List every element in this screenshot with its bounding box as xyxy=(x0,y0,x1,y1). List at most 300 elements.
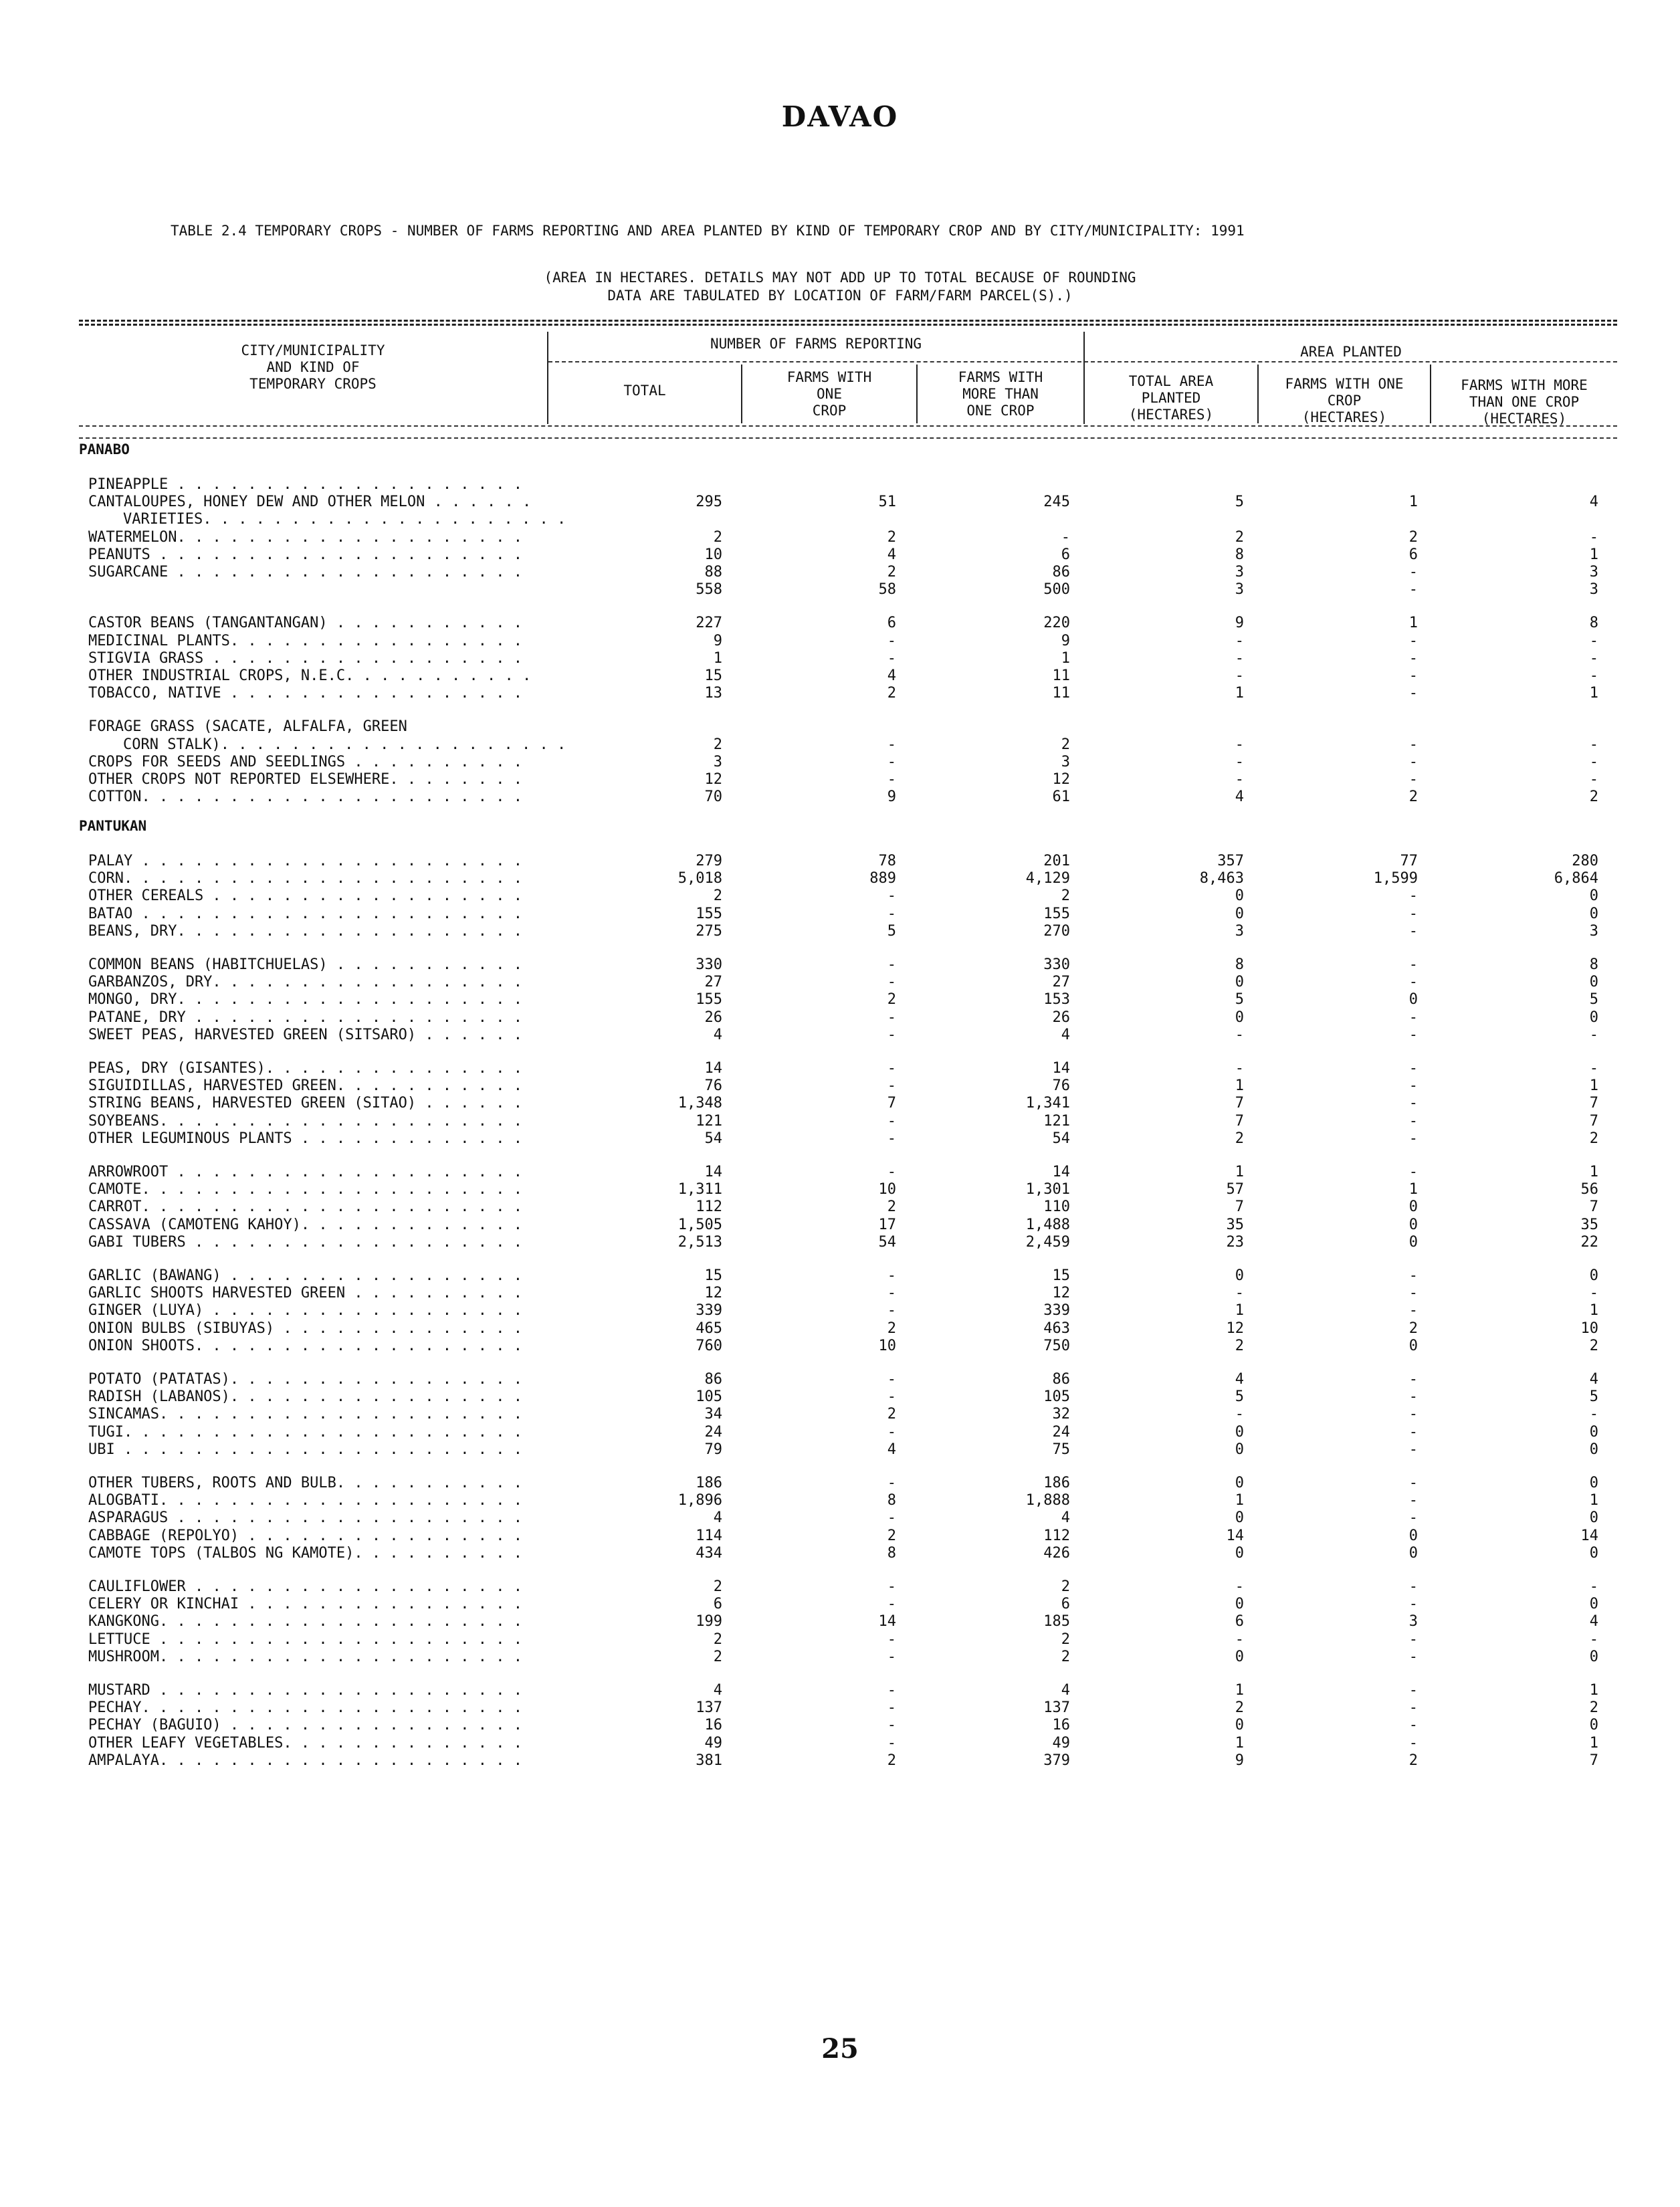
cell-value: 186 xyxy=(1043,1475,1070,1491)
cell-value: 35 xyxy=(1580,1217,1598,1233)
cell-value: 10 xyxy=(1580,1320,1598,1337)
table-row xyxy=(0,1267,1680,1285)
cell-value: 2 xyxy=(887,1406,896,1423)
table-row xyxy=(0,633,1680,650)
cell-value: 227 xyxy=(696,615,722,631)
cell-value: - xyxy=(1408,633,1418,649)
table-row xyxy=(0,789,1680,806)
cell-value: 14 xyxy=(704,1060,722,1077)
table-row xyxy=(0,476,1680,494)
cell-value: - xyxy=(1589,736,1598,753)
cell-value: 4 xyxy=(713,1682,722,1699)
table-row xyxy=(0,718,1680,736)
cell-value: - xyxy=(1589,667,1598,684)
table-row xyxy=(0,615,1680,632)
table-row xyxy=(0,974,1680,991)
crop-name: BEANS, DRY. . . . xyxy=(88,923,533,940)
cell-value: 434 xyxy=(696,1545,722,1562)
cell-value: 3 xyxy=(1408,1613,1418,1630)
cell-value: - xyxy=(1408,650,1418,667)
cell-value: 4 xyxy=(887,546,896,563)
section-heading: PANABO xyxy=(79,441,130,457)
table-row xyxy=(0,1060,1680,1077)
cell-value: 1,301 xyxy=(1025,1181,1070,1198)
cell-value: 330 xyxy=(1043,956,1070,973)
cell-value: 2 xyxy=(887,685,896,702)
cell-value: 6 xyxy=(887,615,896,631)
cell-value: 1 xyxy=(1235,1164,1244,1180)
cell-value: - xyxy=(887,650,896,667)
crop-name: PATANE, DRY . . . xyxy=(88,1009,533,1026)
cell-value: 10 xyxy=(878,1338,896,1354)
crop-name: TUGI. . . . xyxy=(88,1424,533,1441)
table-row xyxy=(0,1198,1680,1216)
cell-value: - xyxy=(1235,1285,1244,1301)
cell-value: 7 xyxy=(1589,1752,1598,1769)
cell-value: 0 xyxy=(1589,1509,1598,1526)
cell-value: 0 xyxy=(1408,1217,1418,1233)
crop-name: ALOGBATI. . . . xyxy=(88,1492,533,1509)
crop-name: OTHER LEAFY VEGETABLES. . . . xyxy=(88,1735,533,1752)
crop-name: PEANUTS . . . xyxy=(88,546,533,563)
cell-value: 2 xyxy=(713,1578,722,1595)
cell-value: 7 xyxy=(1589,1198,1598,1215)
cell-value: 121 xyxy=(1043,1113,1070,1130)
cell-value: 0 xyxy=(1408,1545,1418,1562)
cell-value: - xyxy=(887,1302,896,1319)
crop-name: SINCAMAS. . . . xyxy=(88,1406,533,1423)
cell-value: - xyxy=(1408,1717,1418,1733)
cell-value: 0 xyxy=(1235,1545,1244,1562)
cell-value: 4 xyxy=(1235,1371,1244,1388)
cell-value: 0 xyxy=(1589,906,1598,922)
crop-name: STRING BEANS, HARVESTED GREEN (SITAO) . . . xyxy=(88,1095,533,1112)
cell-value: 10 xyxy=(704,546,722,563)
cell-value: - xyxy=(1408,771,1418,788)
crop-name: MEDICINAL PLANTS. . . . xyxy=(88,633,533,649)
cell-value: 3 xyxy=(1589,564,1598,581)
table-row xyxy=(0,581,1680,599)
crop-name: VARIETIES. . . . xyxy=(123,511,568,528)
cell-value: 0 xyxy=(1408,991,1418,1008)
cell-value: 34 xyxy=(704,1406,722,1423)
crop-name: GABI TUBERS . . . xyxy=(88,1234,533,1251)
crop-name: PECHAY (BAGUIO) . . . xyxy=(88,1717,533,1733)
cell-value: - xyxy=(887,754,896,770)
cell-value: 1 xyxy=(713,650,722,667)
cell-value: - xyxy=(1589,650,1598,667)
table-row xyxy=(0,1302,1680,1320)
cell-value: 0 xyxy=(1235,1649,1244,1665)
cell-value: 0 xyxy=(1589,1545,1598,1562)
one-crop-column-header: FARMS WITH ONE CROP xyxy=(786,369,872,419)
cell-value: 32 xyxy=(1052,1406,1070,1423)
crop-name: CASSAVA (CAMOTENG KAHOY). . . . xyxy=(88,1217,533,1233)
cell-value: 3 xyxy=(1589,581,1598,598)
table-row xyxy=(0,1475,1680,1492)
table-row xyxy=(0,685,1680,702)
cell-value: 463 xyxy=(1043,1320,1070,1337)
cell-value: 56 xyxy=(1580,1181,1598,1198)
cell-value: - xyxy=(887,1475,896,1491)
table-row xyxy=(0,546,1680,564)
cell-value: 1,888 xyxy=(1025,1492,1070,1509)
cell-value: 17 xyxy=(878,1217,896,1233)
cell-value: 2 xyxy=(1408,1320,1418,1337)
table-note-line-2: DATA ARE TABULATED BY LOCATION OF FARM/FARM PARCEL(S).) xyxy=(607,288,1073,304)
crop-name: ONION SHOOTS. . . . xyxy=(88,1338,533,1354)
table-row xyxy=(0,1424,1680,1441)
cell-value: 2 xyxy=(1235,1338,1244,1354)
area-planted-group-header: AREA PLANTED xyxy=(1300,344,1402,360)
cell-value: 137 xyxy=(696,1699,722,1716)
crop-name: STIGVIA GRASS . . . xyxy=(88,650,533,667)
table-row xyxy=(0,1509,1680,1527)
cell-value: 0 xyxy=(1235,1475,1244,1491)
crop-name: OTHER CEREALS . . . xyxy=(88,887,533,904)
cell-value: - xyxy=(887,1424,896,1441)
cell-value: 2 xyxy=(1589,1130,1598,1147)
crop-name: ARROWROOT . . . xyxy=(88,1164,533,1180)
farms-reporting-group-header: NUMBER OF FARMS REPORTING xyxy=(710,336,922,352)
cell-value: 15 xyxy=(704,667,722,684)
cell-value: 2 xyxy=(713,529,722,546)
cell-value: - xyxy=(1408,1735,1418,1752)
table-row xyxy=(0,906,1680,923)
table-row xyxy=(0,887,1680,905)
cell-value: 1 xyxy=(1589,1492,1598,1509)
cell-value: - xyxy=(1408,1578,1418,1595)
table-row xyxy=(0,1699,1680,1717)
area-more-crop-column-header: FARMS WITH MORE THAN ONE CROP (HECTARES) xyxy=(1461,377,1588,427)
cell-value: 1 xyxy=(1589,1164,1598,1180)
cell-value: - xyxy=(1235,633,1244,649)
crop-name: CAMOTE. . . . xyxy=(88,1181,533,1198)
cell-value: 0 xyxy=(1408,1234,1418,1251)
cell-value: 381 xyxy=(696,1752,722,1769)
crop-name: CANTALOUPES, HONEY DEW AND OTHER MELON . . . xyxy=(88,494,533,510)
cell-value: 0 xyxy=(1235,887,1244,904)
crop-name: CARROT. . . . xyxy=(88,1198,533,1215)
cell-value: 9 xyxy=(1235,615,1244,631)
cell-value: - xyxy=(1408,1406,1418,1423)
cell-value: 0 xyxy=(1589,1596,1598,1612)
table-row xyxy=(0,1596,1680,1613)
crop-name: PECHAY. . . . xyxy=(88,1699,533,1716)
cell-value: - xyxy=(1408,736,1418,753)
cell-value: 86 xyxy=(1052,1371,1070,1388)
cell-value: - xyxy=(1235,771,1244,788)
cell-value: 889 xyxy=(869,870,896,887)
cell-value: 6 xyxy=(1061,1596,1070,1612)
crop-name: SUGARCANE . . . xyxy=(88,564,533,581)
cell-value: 14 xyxy=(1580,1528,1598,1544)
cell-value: 0 xyxy=(1589,887,1598,904)
cell-value: 2 xyxy=(1589,1699,1598,1716)
crop-name: PINEAPPLE . . . xyxy=(88,476,533,493)
cell-value: 1 xyxy=(1061,650,1070,667)
cell-value: 0 xyxy=(1408,1198,1418,1215)
cell-value: 4 xyxy=(1235,789,1244,805)
cell-value: 279 xyxy=(696,853,722,869)
cell-value: 8 xyxy=(1235,956,1244,973)
cell-value: 6,864 xyxy=(1554,870,1598,887)
cell-value: - xyxy=(1408,974,1418,990)
crop-name: CAMOTE TOPS (TALBOS NG KAMOTE). . . . xyxy=(88,1545,533,1562)
cell-value: - xyxy=(1408,564,1418,581)
cell-value: 26 xyxy=(704,1009,722,1026)
cell-value: 2 xyxy=(887,564,896,581)
cell-value: 2 xyxy=(1061,1578,1070,1595)
cell-value: - xyxy=(1589,754,1598,770)
cell-value: 6 xyxy=(713,1596,722,1612)
section-heading: PANTUKAN xyxy=(79,818,147,834)
cell-value: - xyxy=(1408,1492,1418,1509)
cell-value: 8 xyxy=(1235,546,1244,563)
cell-value: 2 xyxy=(713,1631,722,1648)
crop-name: ASPARAGUS . . . xyxy=(88,1509,533,1526)
cell-value: - xyxy=(1408,1424,1418,1441)
cell-value: 15 xyxy=(1052,1267,1070,1284)
table-row xyxy=(0,494,1680,511)
cell-value: 14 xyxy=(704,1164,722,1180)
cell-value: 114 xyxy=(696,1528,722,1544)
cell-value: - xyxy=(1589,1027,1598,1043)
cell-value: 54 xyxy=(878,1234,896,1251)
crop-name: PEAS, DRY (GISANTES). . . . xyxy=(88,1060,533,1077)
cell-value: 61 xyxy=(1052,789,1070,805)
crop-name: MUSTARD . . . xyxy=(88,1682,533,1699)
cell-value: 0 xyxy=(1235,1267,1244,1284)
cell-value: - xyxy=(1408,1060,1418,1077)
cell-value: 7 xyxy=(1235,1113,1244,1130)
cell-value: 75 xyxy=(1052,1441,1070,1458)
cell-value: - xyxy=(887,956,896,973)
cell-value: 201 xyxy=(1043,853,1070,869)
cell-value: 280 xyxy=(1572,853,1598,869)
cell-value: 2 xyxy=(1408,1752,1418,1769)
cell-value: 760 xyxy=(696,1338,722,1354)
table-row xyxy=(0,1181,1680,1198)
cell-value: 2 xyxy=(887,991,896,1008)
cell-value: 12 xyxy=(704,1285,722,1301)
cell-value: 3 xyxy=(1235,923,1244,940)
cell-value: - xyxy=(1408,1130,1418,1147)
cell-value: 2 xyxy=(1061,887,1070,904)
cell-value: 4 xyxy=(887,1441,896,1458)
cell-value: 0 xyxy=(1589,1717,1598,1733)
cell-value: 13 xyxy=(704,685,722,702)
cell-value: 2 xyxy=(887,1320,896,1337)
area-one-crop-column-header: FARMS WITH ONE CROP (HECTARES) xyxy=(1285,376,1404,425)
cell-value: 330 xyxy=(696,956,722,973)
cell-value: 220 xyxy=(1043,615,1070,631)
cell-value: 4 xyxy=(1061,1509,1070,1526)
table-row xyxy=(0,1649,1680,1666)
cell-value: 1 xyxy=(1235,1302,1244,1319)
cell-value: 199 xyxy=(696,1613,722,1630)
cell-value: - xyxy=(1408,906,1418,922)
cell-value: - xyxy=(1408,1596,1418,1612)
cell-value: - xyxy=(1589,1285,1598,1301)
cell-value: 86 xyxy=(704,1371,722,1388)
cell-value: 14 xyxy=(1226,1528,1244,1544)
cell-value: - xyxy=(887,1631,896,1648)
cell-value: 357 xyxy=(1217,853,1244,869)
cell-value: 2 xyxy=(1235,529,1244,546)
cell-value: - xyxy=(887,906,896,922)
cell-value: 2 xyxy=(887,529,896,546)
cell-value: - xyxy=(887,1009,896,1026)
cell-value: 54 xyxy=(704,1130,722,1147)
cell-value: 2 xyxy=(713,736,722,753)
cell-value: 2 xyxy=(713,1649,722,1665)
cell-value: 0 xyxy=(1589,974,1598,990)
cell-value: 4 xyxy=(1589,494,1598,510)
cell-value: - xyxy=(887,1699,896,1716)
cell-value: 5 xyxy=(1589,991,1598,1008)
crop-name: PALAY . . . xyxy=(88,853,533,869)
cell-value: - xyxy=(1589,529,1598,546)
cell-value: 78 xyxy=(878,853,896,869)
crop-name: LETTUCE . . . xyxy=(88,1631,533,1648)
cell-value: 426 xyxy=(1043,1545,1070,1562)
total-column-header: TOTAL xyxy=(623,383,666,399)
table-row xyxy=(0,1613,1680,1631)
cell-value: - xyxy=(887,1164,896,1180)
crop-name: RADISH (LABANOS). . . . xyxy=(88,1388,533,1405)
cell-value: 76 xyxy=(704,1077,722,1094)
cell-value: 2 xyxy=(1408,529,1418,546)
crop-name: BATAO . . . xyxy=(88,906,533,922)
cell-value: 0 xyxy=(1235,1424,1244,1441)
cell-value: 2 xyxy=(1408,789,1418,805)
crop-name: TOBACCO, NATIVE . . . xyxy=(88,685,533,702)
cell-value: 1 xyxy=(1235,1492,1244,1509)
table-row xyxy=(0,736,1680,754)
cell-value: 8 xyxy=(887,1492,896,1509)
cell-value: 3 xyxy=(713,754,722,770)
cell-value: - xyxy=(1061,529,1070,546)
cell-value: 185 xyxy=(1043,1613,1070,1630)
crop-name: MUSHROOM. . . . xyxy=(88,1649,533,1665)
cell-value: 2 xyxy=(887,1752,896,1769)
crop-name: CORN STALK). . . . xyxy=(123,736,568,753)
cell-value: 11 xyxy=(1052,685,1070,702)
cell-value: - xyxy=(887,1388,896,1405)
cell-value: 2,513 xyxy=(677,1234,722,1251)
crop-name: UBI . . . xyxy=(88,1441,533,1458)
cell-value: 5,018 xyxy=(677,870,722,887)
table-row xyxy=(0,1735,1680,1752)
cell-value: 1,488 xyxy=(1025,1217,1070,1233)
table-row xyxy=(0,1441,1680,1459)
cell-value: 26 xyxy=(1052,1009,1070,1026)
cell-value: - xyxy=(1235,1631,1244,1648)
crop-name: GINGER (LUYA) . . . xyxy=(88,1302,533,1319)
cell-value: 105 xyxy=(696,1388,722,1405)
cell-value: 558 xyxy=(696,581,722,598)
cell-value: 8,463 xyxy=(1199,870,1244,887)
cell-value: 54 xyxy=(1052,1130,1070,1147)
cell-value: 12 xyxy=(1052,1285,1070,1301)
cell-value: 5 xyxy=(1235,1388,1244,1405)
cell-value: 4,129 xyxy=(1025,870,1070,887)
cell-value: 70 xyxy=(704,789,722,805)
cell-value: - xyxy=(887,1735,896,1752)
table-row xyxy=(0,771,1680,789)
cell-value: 79 xyxy=(704,1441,722,1458)
cell-value: - xyxy=(1408,1027,1418,1043)
cell-value: - xyxy=(1235,667,1244,684)
cell-value: 2 xyxy=(1235,1130,1244,1147)
cell-value: - xyxy=(1408,1682,1418,1699)
cell-value: 153 xyxy=(1043,991,1070,1008)
cell-value: 14 xyxy=(1052,1060,1070,1077)
cell-value: - xyxy=(1408,1631,1418,1648)
cell-value: 0 xyxy=(1235,1009,1244,1026)
cell-value: 22 xyxy=(1580,1234,1598,1251)
crop-name: OTHER TUBERS, ROOTS AND BULB. . . . xyxy=(88,1475,533,1491)
cell-value: - xyxy=(1408,1475,1418,1491)
cell-value: 379 xyxy=(1043,1752,1070,1769)
cell-value: 0 xyxy=(1235,906,1244,922)
cell-value: 12 xyxy=(704,771,722,788)
cell-value: - xyxy=(1408,1699,1418,1716)
stub-header: CITY/MUNICIPALITY AND KIND OF TEMPORARY CROPS xyxy=(241,342,385,392)
table-row xyxy=(0,754,1680,771)
cell-value: 3 xyxy=(1061,754,1070,770)
table-row xyxy=(0,1682,1680,1699)
cell-value: - xyxy=(887,1578,896,1595)
cell-value: 3 xyxy=(1589,923,1598,940)
cell-value: 1 xyxy=(1235,1682,1244,1699)
crop-name: SOYBEANS. . . . xyxy=(88,1113,533,1130)
table-row xyxy=(0,1009,1680,1027)
cell-value: 0 xyxy=(1408,1528,1418,1544)
crop-name: CABBAGE (REPOLYO) . . . xyxy=(88,1528,533,1544)
page-number: 25 xyxy=(821,2033,859,2065)
cell-value: - xyxy=(887,1285,896,1301)
cell-value: - xyxy=(1235,650,1244,667)
table-row xyxy=(0,1717,1680,1734)
cell-value: 339 xyxy=(1043,1302,1070,1319)
cell-value: - xyxy=(1408,1302,1418,1319)
crop-name: CORN. . . . xyxy=(88,870,533,887)
cell-value: 1 xyxy=(1589,685,1598,702)
cell-value: 9 xyxy=(887,789,896,805)
table-row xyxy=(0,1371,1680,1388)
cell-value: 5 xyxy=(1235,991,1244,1008)
cell-value: 0 xyxy=(1235,974,1244,990)
cell-value: - xyxy=(1408,1388,1418,1405)
cell-value: - xyxy=(887,1371,896,1388)
cell-value: 7 xyxy=(887,1095,896,1112)
cell-value: - xyxy=(887,887,896,904)
crop-name: WATERMELON. . . . xyxy=(88,529,533,546)
crop-name: CELERY OR KINCHAI . . . xyxy=(88,1596,533,1612)
cell-value: 9 xyxy=(1235,1752,1244,1769)
cell-value: 12 xyxy=(1226,1320,1244,1337)
table-row xyxy=(0,1578,1680,1596)
cell-value: 0 xyxy=(1235,1717,1244,1733)
cell-value: - xyxy=(887,633,896,649)
cell-value: 186 xyxy=(696,1475,722,1491)
cell-value: 1,896 xyxy=(677,1492,722,1509)
cell-value: 11 xyxy=(1052,667,1070,684)
cell-value: 1 xyxy=(1235,685,1244,702)
cell-value: 4 xyxy=(1589,1371,1598,1388)
